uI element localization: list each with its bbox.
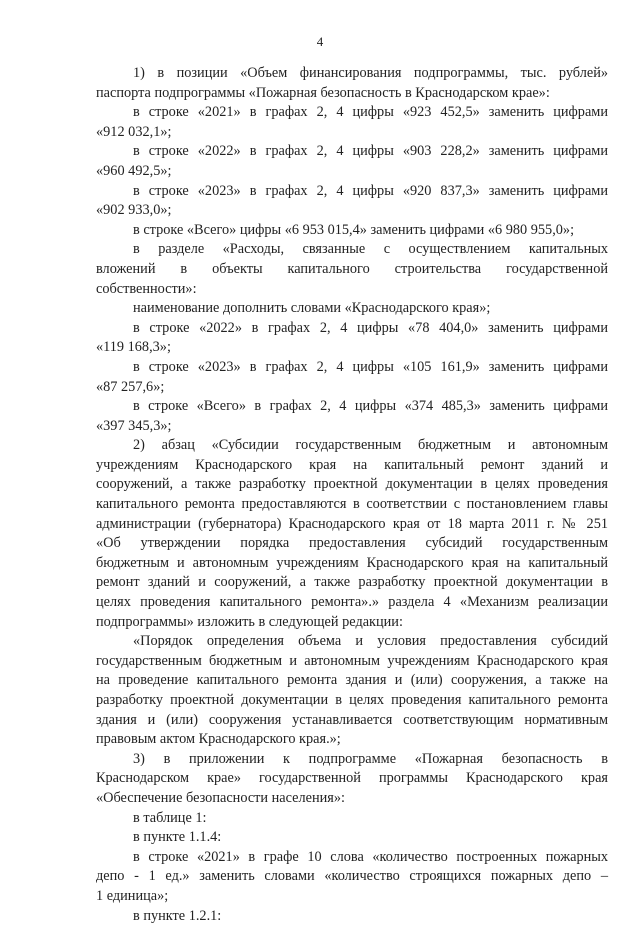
text-line: в строке «Всего» в графах 2, 4 цифры «374 485,3» заменить цифрами <box>133 398 608 415</box>
text-line: в строке «2022» в графах 2, 4 цифры «78 404,0» заменить цифрами <box>133 319 608 336</box>
text-line: депо - 1 ед.» заменить словами «количество строящихся пожарных депо – <box>96 868 608 885</box>
text-line: государственным бюджетным и автономным учреждениям Краснодарского края <box>96 652 608 669</box>
text-line: правовым актом Краснодарского края.»; <box>96 731 341 748</box>
text-line: 2) абзац «Субсидии государственным бюджетным и автономным <box>133 437 608 454</box>
text-line: сооружений, а также разработку проектной документации в целях проведения <box>96 476 608 493</box>
text-line: в разделе «Расходы, связанные с осуществлением капитальных <box>133 241 608 258</box>
text-line: 1) в позиции «Объем финансирования подпрограммы, тыс. рублей» <box>133 65 608 81</box>
text-line: учреждениям Краснодарского края на капитальный ремонт зданий и <box>96 456 608 473</box>
text-line: «902 933,0»; <box>96 202 172 219</box>
text-line: «960 492,5»; <box>96 162 172 179</box>
page-number: 4 <box>316 34 324 49</box>
text-line: «Обеспечение безопасности населения»: <box>96 789 345 806</box>
text-line: собственности»: <box>96 280 197 297</box>
text-line: администрации (губернатора) Краснодарского края от 18 марта 2011 г. № 251 <box>96 515 608 532</box>
text-line: паспорта подпрограммы «Пожарная безопасность в Краснодарском крае»: <box>96 84 550 101</box>
text-line: в пункте 1.2.1: <box>133 907 222 924</box>
text-line: здания и (или) сооружения устанавливается соответствующим нормативным <box>96 711 608 728</box>
text-line: «397 345,3»; <box>96 417 172 434</box>
document-body <box>96 64 608 926</box>
text-line: «912 032,1»; <box>96 123 172 140</box>
text-line: в строке «2021» в графе 10 слова «количество построенных пожарных <box>133 848 608 865</box>
text-line: 3) в приложении к подпрограмме «Пожарная безопасность в <box>133 750 608 767</box>
text-line: ремонт зданий и сооружений, а также разработку проектной документации в <box>96 574 608 591</box>
text-line: вложений в объекты капитального строительства государственной <box>96 260 608 277</box>
text-line: подпрограммы» изложить в следующей редакции: <box>96 613 403 630</box>
text-line: целях проведения капитального ремонта».» раздела 4 «Механизм реализации <box>96 594 608 611</box>
text-line: капитального ремонта предоставляются в соответствии с постановлением главы <box>96 496 608 513</box>
text-line: в строке «2023» в графах 2, 4 цифры «105 161,9» заменить цифрами <box>133 358 608 375</box>
text-line: 1 единица»; <box>96 887 169 904</box>
text-line: «119 168,3»; <box>96 339 171 356</box>
text-line: в строке «Всего» цифры «6 953 015,4» заменить цифрами «6 980 955,0»; <box>133 221 575 238</box>
text-line: «Порядок определения объема и условия предоставления субсидий <box>133 633 608 650</box>
text-line: наименование дополнить словами «Краснодарского края»; <box>133 300 491 317</box>
text-line: в пункте 1.1.4: <box>133 829 222 846</box>
text-line: «87 257,6»; <box>96 378 165 395</box>
text-line: в строке «2023» в графах 2, 4 цифры «920 837,3» заменить цифрами <box>133 182 608 199</box>
text-line: в строке «2021» в графах 2, 4 цифры «923 452,5» заменить цифрами <box>133 104 608 121</box>
text-line: на проведение капитального ремонта здания и (или) сооружения, а также на <box>96 672 608 689</box>
text-line: разработку проектной документации в целях проведения капитального ремонта <box>96 692 608 708</box>
text-line: Краснодарском крае» государственной программы Краснодарского края <box>96 770 608 787</box>
text-line: «Об утверждении порядка предоставления субсидий государственным <box>96 535 608 552</box>
text-line: бюджетным и автономным учреждениям Краснодарского края на капитальный <box>96 554 608 571</box>
text-line: в строке «2022» в графах 2, 4 цифры «903 228,2» заменить цифрами <box>133 143 608 160</box>
text-line: в таблице 1: <box>133 809 207 826</box>
